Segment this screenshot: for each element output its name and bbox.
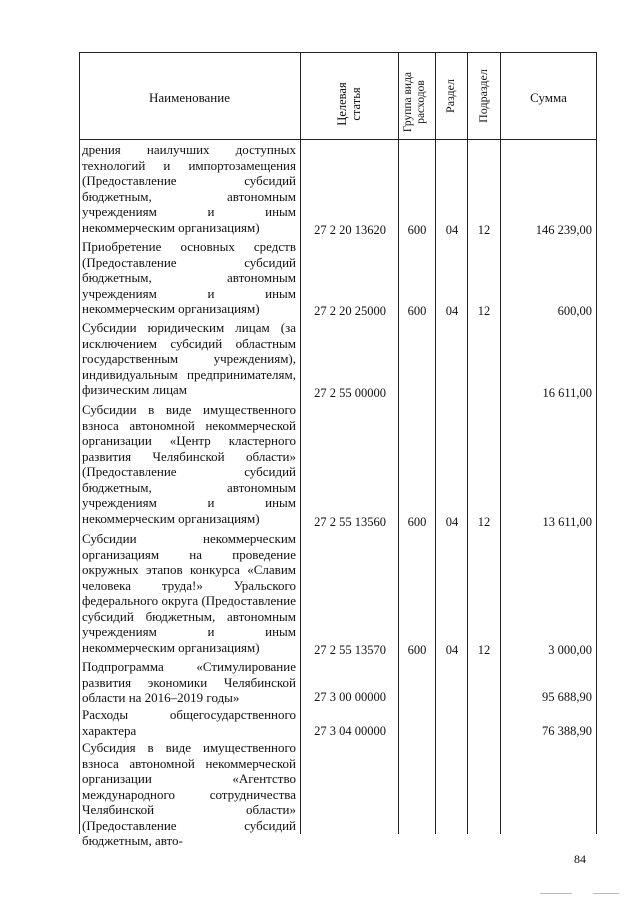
table-border-top	[79, 52, 597, 53]
column-divider-subsection	[500, 52, 501, 834]
column-divider-code	[398, 52, 399, 834]
row-code: 27 3 00 00000	[314, 690, 386, 704]
row-group: 600	[407, 515, 427, 529]
row-subsection: 12	[477, 515, 491, 529]
row-name: Субсидии в виде имущественного взноса автономной некоммерческой организации «Центр кластерного развития Челябинской области» (Предоставление субсидий бюджетным, автономным учреждениям и иным некоммерческим организациям)	[82, 402, 296, 526]
row-name: Приобретение основных средств (Предоставление субсидий бюджетным, автономным учреждениям и иным некоммерческим организациям)	[82, 239, 296, 316]
row-amount: 3 000,00	[548, 643, 592, 657]
table-border-right	[596, 52, 597, 834]
row-name: Субсидии юридическим лицам (за исключением субсидий областным государственным учреждениям), индивидуальным предпринимателям, физическим лицам	[82, 320, 296, 397]
row-section: 04	[445, 515, 459, 529]
row-group: 600	[407, 223, 427, 237]
row-code: 27 2 55 00000	[314, 386, 386, 400]
row-group: 600	[407, 304, 427, 318]
header-target: Целевая статья	[335, 82, 363, 126]
page-number: 84	[574, 852, 586, 866]
row-amount: 95 688,90	[542, 690, 592, 704]
column-divider-section	[467, 52, 468, 834]
header-subsection: Подраздел	[476, 69, 490, 123]
row-code: 27 2 55 13570	[314, 643, 386, 657]
row-code: 27 2 55 13560	[314, 515, 386, 529]
row-amount: 146 239,00	[535, 223, 592, 237]
column-divider-name	[300, 52, 301, 834]
row-name: дрения наилучших доступных технологий и импортозамещения (Предоставление субсидий бюджетным, автономным учреждениям и иным некоммерческим организациям)	[82, 142, 296, 235]
row-group: 600	[407, 643, 427, 657]
header-name: Наименование	[149, 90, 230, 105]
row-amount: 16 611,00	[542, 386, 592, 400]
row-section: 04	[445, 643, 459, 657]
row-name: Субсидии некоммерческим организациям на проведение окружных этапов конкурса «Славим человека труда!» Уральского федерального округа (Предоставление субсидий бюджетным, автономным учреждениям и иным некоммерческим организациям)	[82, 531, 296, 655]
row-name: Субсидия в виде имущественного взноса автономной некоммерческой организации «Агентство международного сотрудничества Челябинской области» (Предоставление субсидий бюджетным, авто-	[82, 740, 296, 848]
scan-mark	[540, 893, 572, 894]
row-amount: 13 611,00	[542, 515, 592, 529]
row-name: Расходы общегосударственного характера	[82, 707, 296, 738]
header-amount: Сумма	[530, 90, 567, 105]
row-subsection: 12	[477, 223, 491, 237]
row-section: 04	[445, 223, 459, 237]
header-section: Раздел	[443, 79, 457, 113]
row-section: 04	[445, 304, 459, 318]
row-name: Подпрограмма «Стимулирование развития экономики Челябинской области на 2016–2019 годы»	[82, 659, 296, 705]
row-amount: 600,00	[557, 304, 592, 318]
row-subsection: 12	[477, 643, 491, 657]
row-subsection: 12	[477, 304, 491, 318]
row-code: 27 2 20 25000	[314, 304, 386, 318]
scan-mark	[593, 893, 619, 894]
row-code: 27 2 20 13620	[314, 223, 386, 237]
row-amount: 76 388,90	[542, 724, 592, 738]
column-divider-group	[435, 52, 436, 834]
table-border-left	[79, 52, 80, 834]
header-expense-group: Группа вида расходов	[402, 71, 427, 133]
row-code: 27 3 04 00000	[314, 724, 386, 738]
